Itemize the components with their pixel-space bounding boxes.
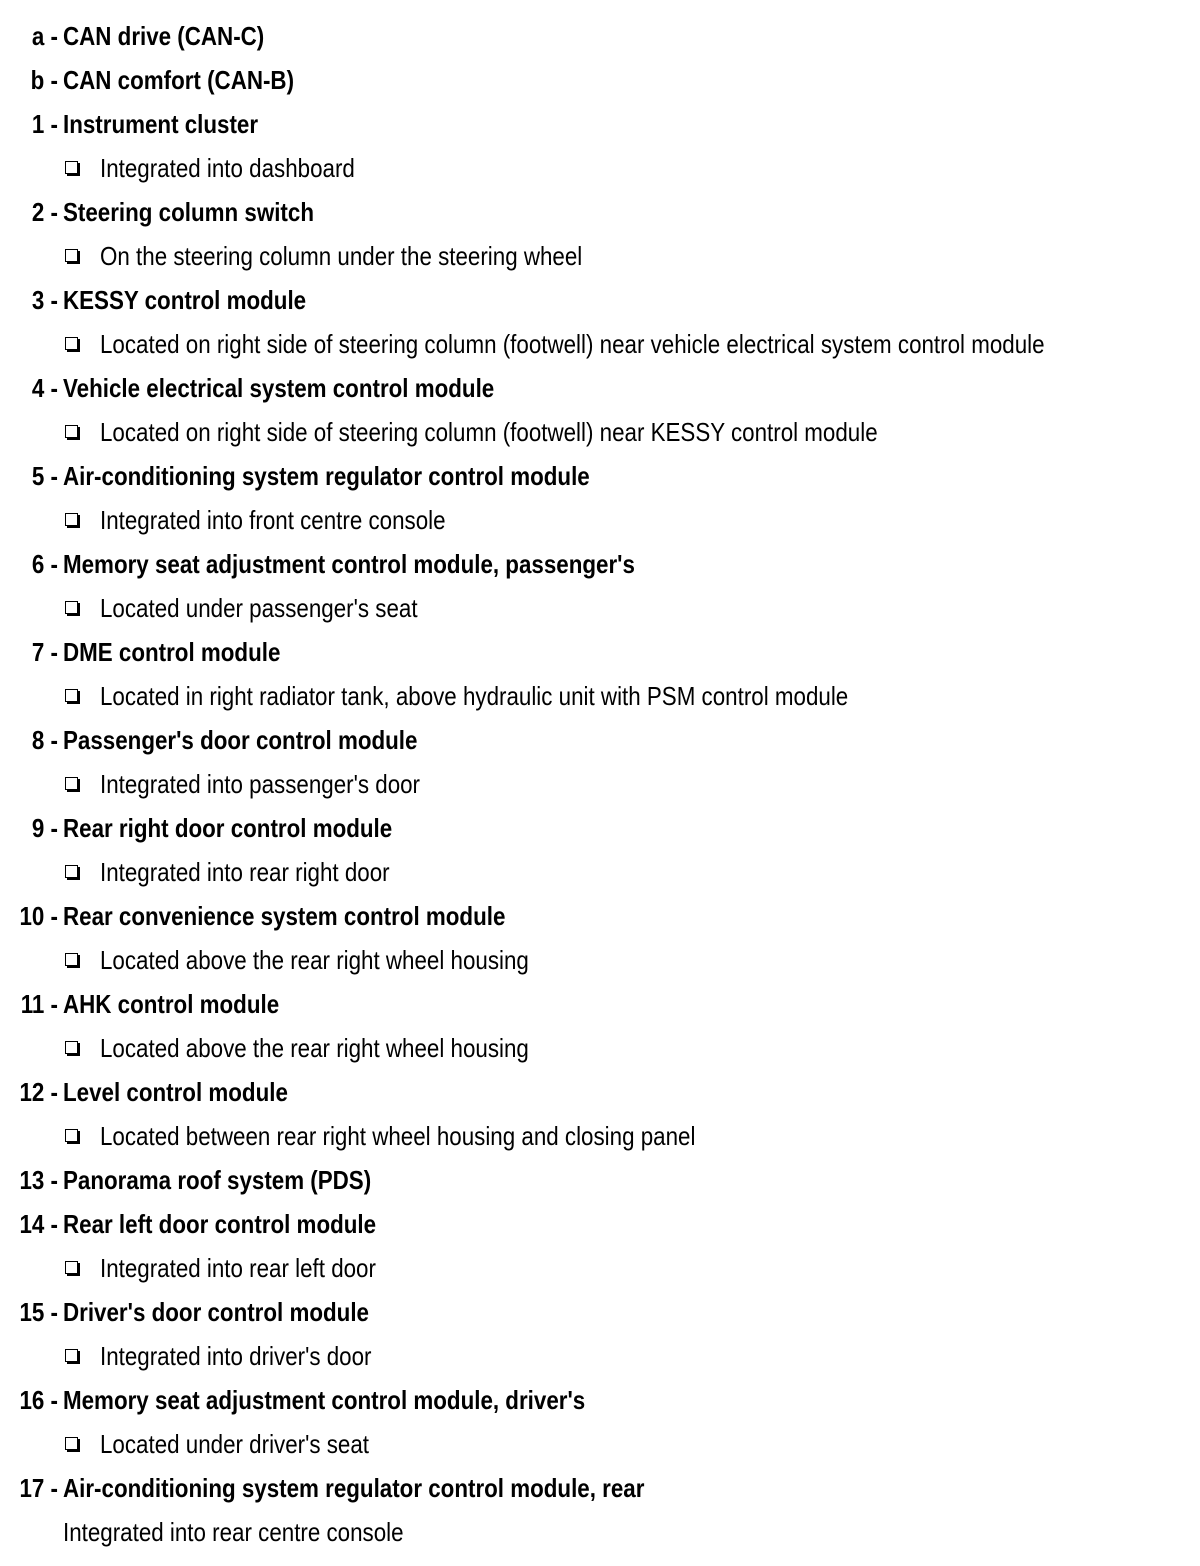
item-title: Air-conditioning system regulator control module — [63, 461, 590, 491]
item-label: 14 - — [19, 1209, 58, 1239]
item-label: 2 - — [31, 197, 58, 227]
item-note-line — [0, 410, 1200, 454]
checkbox-icon — [65, 249, 78, 262]
item-title: DME control module — [63, 637, 281, 667]
legend-item — [0, 190, 1200, 234]
item-title: KESSY control module — [63, 285, 307, 315]
item-title: Rear convenience system control module — [63, 901, 506, 931]
item-note: Integrated into rear centre console — [63, 1517, 404, 1547]
item-note: Integrated into front centre console — [100, 505, 446, 535]
checkbox-icon — [65, 513, 78, 526]
item-note-line — [0, 1026, 1200, 1070]
item-note: Integrated into rear left door — [100, 1253, 376, 1283]
legend-item — [0, 102, 1200, 146]
item-note: Located under passenger's seat — [100, 593, 418, 623]
item-label: 9 - — [31, 813, 58, 843]
item-title: Air-conditioning system regulator control module, rear — [63, 1473, 645, 1503]
item-label: 10 - — [19, 901, 58, 931]
checkbox-icon — [65, 777, 78, 790]
item-title: Instrument cluster — [63, 109, 259, 139]
item-note-line — [0, 1422, 1200, 1466]
item-note: Located on right side of steering column (footwell) near KESSY control module — [100, 417, 878, 447]
legend-item — [0, 1202, 1200, 1246]
item-note-line — [0, 322, 1200, 366]
legend-item — [0, 894, 1200, 938]
item-note: Located on right side of steering column (footwell) near vehicle electrical system control module — [100, 329, 1045, 359]
item-note-line — [0, 1114, 1200, 1158]
checkbox-icon — [65, 161, 78, 174]
legend-item — [0, 718, 1200, 762]
item-label: 17 - — [19, 1473, 58, 1503]
checkbox-icon — [65, 337, 78, 350]
item-note-line — [0, 762, 1200, 806]
item-title: AHK control module — [63, 989, 280, 1019]
item-label: 7 - — [31, 637, 58, 667]
legend-item — [0, 630, 1200, 674]
item-title: Rear right door control module — [63, 813, 393, 843]
checkbox-icon — [65, 1349, 78, 1362]
item-title: Level control module — [63, 1077, 288, 1107]
checkbox-icon — [65, 425, 78, 438]
legend-item — [0, 1378, 1200, 1422]
item-note-line — [0, 234, 1200, 278]
item-label: 8 - — [31, 725, 58, 755]
item-note-line — [0, 674, 1200, 718]
checkbox-icon — [65, 689, 78, 702]
legend-item — [0, 806, 1200, 850]
item-label: 16 - — [19, 1385, 58, 1415]
legend-item — [0, 1070, 1200, 1114]
legend-item — [0, 14, 1200, 58]
item-title: CAN drive (CAN-C) — [63, 21, 265, 51]
checkbox-icon — [65, 1041, 78, 1054]
item-note: Located in right radiator tank, above hydraulic unit with PSM control module — [100, 681, 849, 711]
item-label: 15 - — [19, 1297, 58, 1327]
checkbox-icon — [65, 1437, 78, 1450]
component-legend — [0, 14, 1200, 1554]
item-title: Memory seat adjustment control module, passenger's — [63, 549, 635, 579]
item-label: 1 - — [31, 109, 58, 139]
checkbox-icon — [65, 865, 78, 878]
checkbox-icon — [65, 953, 78, 966]
legend-item — [0, 278, 1200, 322]
item-label: 13 - — [19, 1165, 58, 1195]
item-title: Memory seat adjustment control module, driver's — [63, 1385, 586, 1415]
item-note-line — [0, 1246, 1200, 1290]
item-note: Located above the rear right wheel housing — [100, 945, 529, 975]
legend-item — [0, 1158, 1200, 1202]
item-note-line — [0, 146, 1200, 190]
item-title: Vehicle electrical system control module — [63, 373, 495, 403]
legend-item — [0, 982, 1200, 1026]
legend-item — [0, 454, 1200, 498]
item-note-line — [0, 938, 1200, 982]
item-note: Located above the rear right wheel housing — [100, 1033, 529, 1063]
item-label: 11 - — [20, 989, 58, 1019]
item-note: Located under driver's seat — [100, 1429, 370, 1459]
checkbox-icon — [65, 1261, 78, 1274]
item-label: 6 - — [31, 549, 58, 579]
item-note: Located between rear right wheel housing and closing panel — [100, 1121, 696, 1151]
legend-item — [0, 58, 1200, 102]
item-note-line — [0, 586, 1200, 630]
item-note: Integrated into dashboard — [100, 153, 355, 183]
item-title: Driver's door control module — [63, 1297, 369, 1327]
item-note-line — [0, 850, 1200, 894]
item-title: Steering column switch — [63, 197, 314, 227]
item-title: Passenger's door control module — [63, 725, 418, 755]
legend-item — [0, 1466, 1200, 1510]
item-note: Integrated into rear right door — [100, 857, 390, 887]
item-note: Integrated into passenger's door — [100, 769, 421, 799]
item-label: 12 - — [19, 1077, 58, 1107]
item-note-line — [0, 1334, 1200, 1378]
checkbox-icon — [65, 601, 78, 614]
item-title: Panorama roof system (PDS) — [63, 1165, 372, 1195]
legend-item — [0, 366, 1200, 410]
item-note: On the steering column under the steering wheel — [100, 241, 583, 271]
item-label: a - — [31, 21, 58, 51]
legend-item — [0, 542, 1200, 586]
item-note-line — [0, 498, 1200, 542]
item-label: 3 - — [31, 285, 58, 315]
item-label: 5 - — [31, 461, 58, 491]
item-label: 4 - — [31, 373, 58, 403]
legend-item — [0, 1290, 1200, 1334]
checkbox-icon — [65, 1129, 78, 1142]
item-label: b - — [30, 65, 58, 95]
item-title: CAN comfort (CAN-B) — [63, 65, 295, 95]
item-note-line — [0, 1510, 1200, 1554]
item-note: Integrated into driver's door — [100, 1341, 372, 1371]
item-title: Rear left door control module — [63, 1209, 377, 1239]
